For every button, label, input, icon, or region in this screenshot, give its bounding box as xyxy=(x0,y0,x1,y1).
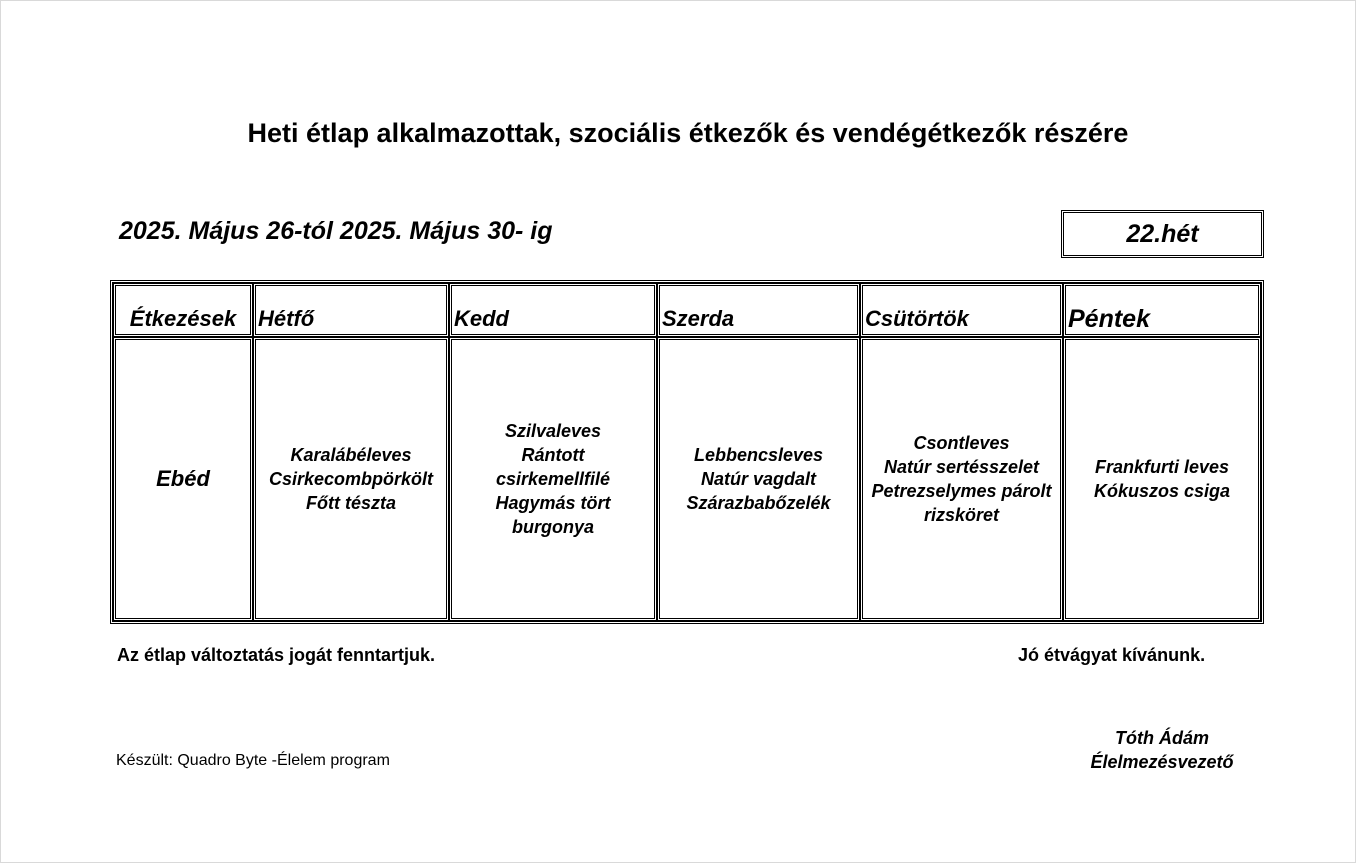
meal-label-lunch: Ebéd xyxy=(113,337,253,621)
dish: rizsköret xyxy=(923,505,1000,525)
signer-name: Tóth Ádám xyxy=(1115,728,1209,748)
dish: Hagymás tört xyxy=(495,493,611,513)
header-tuesday: Kedd xyxy=(449,283,657,337)
menu-cell-wednesday xyxy=(657,337,860,621)
header-thursday: Csütörtök xyxy=(860,283,1063,337)
dish: Karalábéleves xyxy=(290,445,412,465)
date-range: 2025. Május 26-tól 2025. Május 30- ig xyxy=(119,217,553,245)
dish: csirkemellfilé xyxy=(495,469,611,489)
reserve-rights-note: Az étlap változtatás jogát fenntartjuk. xyxy=(117,645,436,665)
table-row-lunch xyxy=(113,337,1261,621)
signer-title: Élelmezésvezető xyxy=(1090,752,1234,772)
dish: burgonya xyxy=(511,517,594,537)
menu-cell-friday xyxy=(1063,337,1261,621)
dish: Főtt tészta xyxy=(306,493,396,513)
header-monday: Hétfő xyxy=(253,283,449,337)
menu-cell-tuesday xyxy=(449,337,657,621)
bon-appetit-note: Jó étvágyat kívánunk. xyxy=(1018,645,1206,665)
menu-cell-monday xyxy=(253,337,449,621)
dish: Szárazbabőzelék xyxy=(686,493,831,513)
table-header-row xyxy=(113,283,1261,337)
dish: Szilvaleves xyxy=(504,421,602,441)
dish: Csirkecombpörkölt xyxy=(268,469,434,489)
signature-block xyxy=(1062,726,1262,774)
dish: Natúr vagdalt xyxy=(700,469,817,489)
page-title: Heti étlap alkalmazottak, szociális étkezők és vendégétkezők részére xyxy=(247,118,1129,148)
dish: Natúr sertésszelet xyxy=(883,457,1040,477)
made-by-note: Készült: Quadro Byte -Élelem program xyxy=(116,752,390,769)
header-wednesday: Szerda xyxy=(657,283,860,337)
menu-cell-thursday xyxy=(860,337,1063,621)
dish: Rántott xyxy=(521,445,585,465)
dish: Frankfurti leves xyxy=(1094,457,1230,477)
dish: Lebbencsleves xyxy=(693,445,824,465)
dish: Kókuszos csiga xyxy=(1093,481,1231,501)
header-friday: Péntek xyxy=(1063,283,1261,337)
dish: Csontleves xyxy=(913,433,1010,453)
week-number-box: 22.hét xyxy=(1061,210,1264,258)
weekly-menu-table xyxy=(110,280,1264,624)
dish: Petrezselymes párolt xyxy=(871,481,1052,501)
header-meals: Étkezések xyxy=(113,283,253,337)
